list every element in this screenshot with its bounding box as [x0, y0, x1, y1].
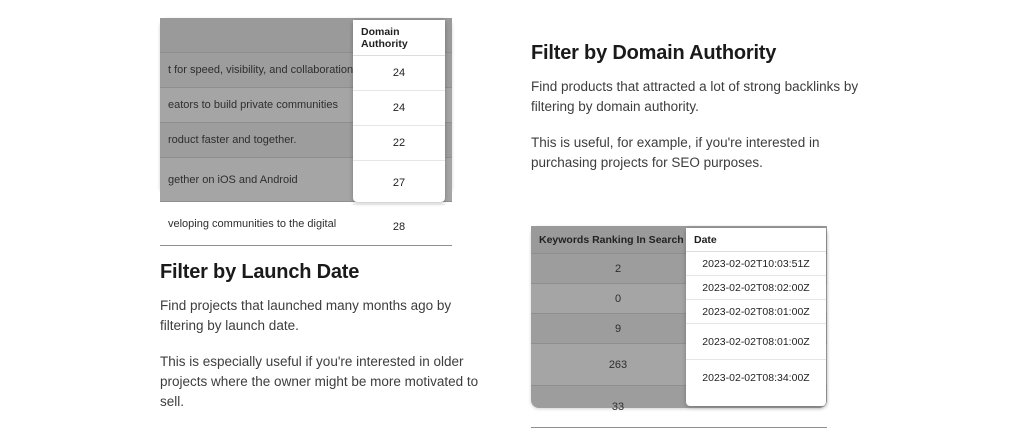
column-header: Date — [686, 228, 826, 252]
feature-paragraph: This is useful, for example, if you're interested in purchasing projects for SEO purposes. — [531, 135, 820, 170]
table-cell-text: eators to build private communities — [168, 99, 338, 111]
table-cell: 24 — [353, 91, 445, 126]
table-cell-text: t for speed, visibility, and collaboration — [168, 64, 354, 76]
table-cell: 2023-02-02T08:01:00Z — [686, 324, 826, 360]
date-column — [686, 228, 826, 406]
column-header: Domain Authority — [353, 20, 445, 56]
launch-date-screenshot — [531, 226, 827, 413]
table-cell: 24 — [353, 56, 445, 91]
table-cell: 2023-02-02T08:02:00Z — [686, 276, 826, 300]
domain-authority-feature-text — [531, 42, 881, 173]
launch-date-feature-text — [160, 261, 490, 412]
feature-paragraph: Find products that attracted a lot of strong backlinks by filtering by domain authority. — [531, 79, 859, 114]
table-cell-text: roduct faster and together. — [168, 134, 297, 146]
column-header: Keywords Ranking In Search — [539, 233, 684, 246]
table-cell-text: 9 — [614, 322, 622, 335]
table-cell-text: veloping communities to the digital — [168, 217, 337, 230]
table-cell: 28 — [392, 221, 406, 233]
table-cell-text — [168, 29, 171, 41]
domain-authority-table — [160, 18, 452, 233]
table-cell-text: 0 — [614, 292, 622, 305]
feature-title: Filter by Domain Authority — [531, 42, 777, 64]
table-cell-text: 263 — [608, 358, 628, 371]
table-cell-text: 33 — [611, 400, 625, 413]
table-cell-text: 2 — [614, 262, 622, 275]
feature-paragraph: Find projects that launched many months ago by filtering by launch date. — [160, 298, 452, 333]
table-cell: 27 — [353, 161, 445, 205]
table-cell: 2023-02-02T08:34:00Z — [702, 372, 810, 384]
domain-authority-screenshot — [160, 18, 452, 233]
table-cell: 2023-02-02T10:03:51Z — [686, 252, 826, 276]
feature-title: Filter by Launch Date — [160, 261, 360, 283]
domain-authority-column — [353, 20, 445, 233]
table-cell-text: gether on iOS and Android — [168, 173, 298, 186]
feature-paragraph: This is especially useful if you're interested in older projects where the owner might be more motivated to sell. — [160, 354, 479, 409]
table-cell: 2023-02-02T08:01:00Z — [686, 300, 826, 324]
launch-date-table — [531, 226, 827, 413]
table-cell: 22 — [353, 126, 445, 161]
